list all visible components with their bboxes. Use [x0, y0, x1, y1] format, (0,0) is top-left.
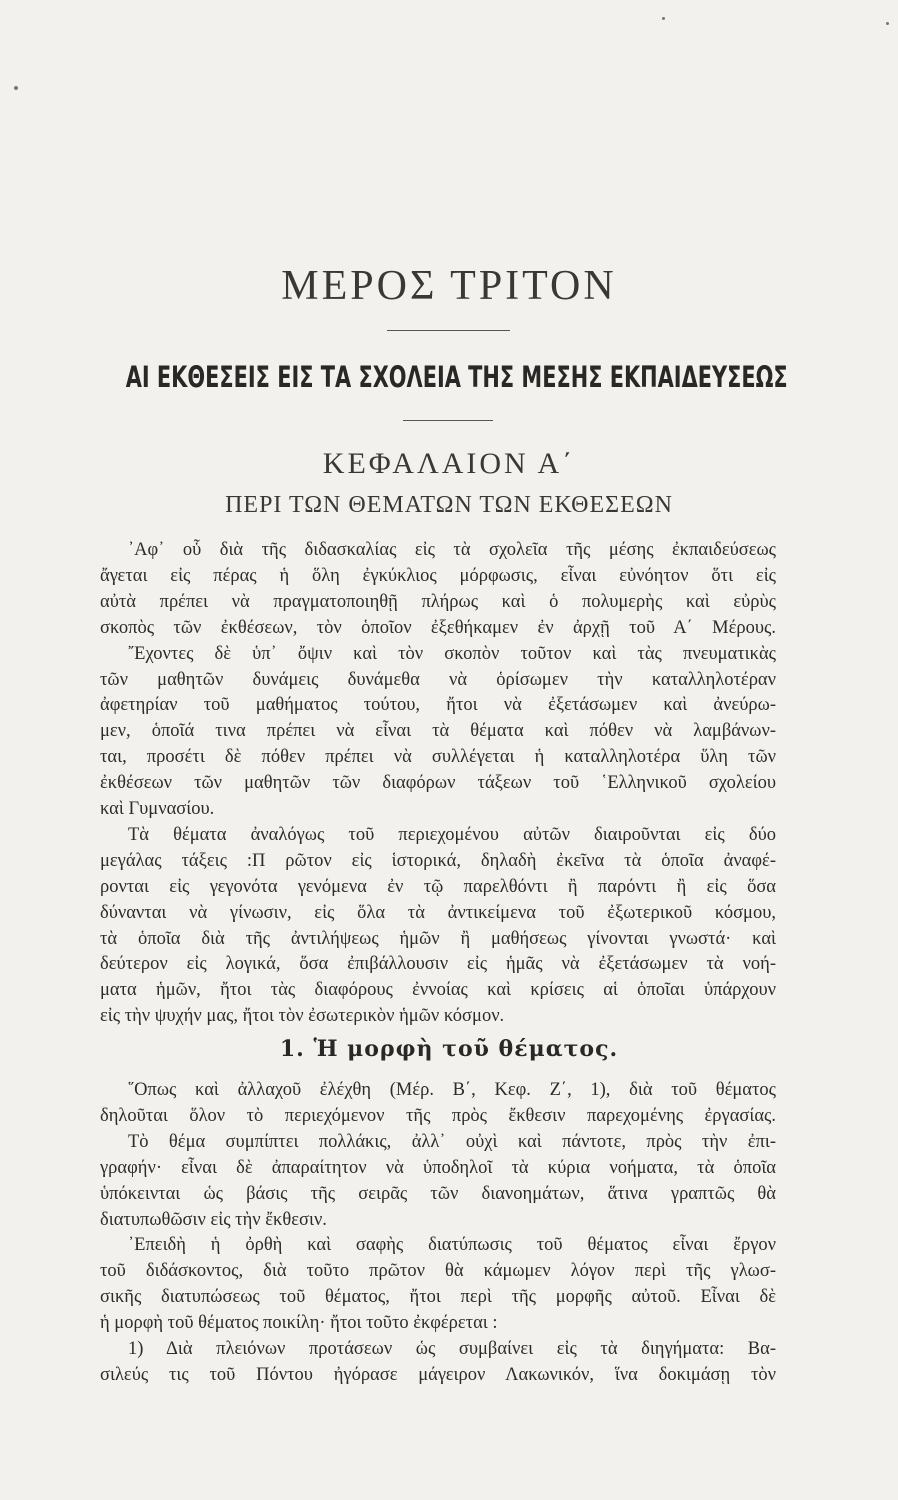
text-line: διατυπωθῶσιν εἰς τὴν ἔκθεσιν.: [100, 1209, 327, 1230]
text-line: εἰς τὴν ψυχήν μας, ἤτοι τὸν ἐσωτερικὸν ἡμῶν κόσμον.: [100, 1006, 505, 1027]
text-line: μεν, ὁποῖά τινα πρέπει νὰ εἶναι τὰ θέματα καὶ πόθεν νὰ λαμβάνων-: [100, 721, 776, 742]
text-line: ἀφετηρίαν τοῦ μαθήματος τούτου, ἤτοι νὰ ἐξετάσωμεν καὶ ἀνεύρω-: [100, 695, 776, 716]
text-line: ὑπόκεινται ὡς βάσις τῆς σειρᾶς τῶν διανοημάτων, ἅτινα γραπτῶς θὰ: [100, 1183, 776, 1204]
chapter-subtitle: ΠΕΡΙ ΤΩΝ ΘΕΜΑΤΩΝ ΤΩΝ ΕΚΘΕΣΕΩΝ: [225, 492, 673, 518]
divider-rule: [387, 330, 510, 331]
text-line: τοῦ διδάσκοντος, διὰ τοῦτο πρῶτον θὰ κάμωμεν λόγον περὶ τῆς γλωσ-: [100, 1261, 776, 1282]
divider-rule: [403, 420, 493, 421]
section-title: ΑΙ ΕΚΘΕΣΕΙΣ ΕΙΣ ΤΑ ΣΧΟΛΕΙΑ ΤΗΣ ΜΕΣΗΣ ΕΚΠΑΙΔΕΥΣΕΩΣ: [125, 360, 788, 394]
text-line: τῶν μαθητῶν δυνάμεις δυνάμεθα νὰ ὁρίσωμεν τὴν καταλληλοτέραν: [100, 669, 776, 690]
print-speck: [662, 17, 665, 20]
part-title: ΜΕΡΟΣ ΤΡΙΤΟΝ: [281, 263, 617, 309]
print-speck: [886, 22, 889, 25]
text-line: αὐτὰ πρέπει νὰ πραγματοποιηθῇ πλήρως καὶ ὁ πολυμερὴς καὶ εὐρὺς: [100, 591, 776, 612]
text-line: σιλεύς τις τοῦ Πόντου ἠγόρασε μάγειρον Λακωνικόν, ἵνα δοκιμάσῃ τὸν: [100, 1364, 776, 1385]
text-line: ἐκθέσεων τῶν μαθητῶν τῶν διαφόρων τάξεων τοῦ ῾Ελληνικοῦ σχολείου: [100, 773, 776, 794]
text-line: ᾿Αφ᾿ οὗ διὰ τῆς διδασκαλίας εἰς τὰ σχολεῖα τῆς μέσης ἐκπαιδεύσεως: [128, 540, 776, 560]
text-line: ματα ἡμῶν, ἤτοι τὰς διαφόρους ἐννοίας καὶ κρίσεις αἱ ὁποῖαι ὑπάρχουν: [100, 980, 776, 1001]
chapter-title: ΚΕΦΑΛΑΙΟΝ Α΄: [322, 447, 576, 480]
text-line: δηλοῦται ὅλον τὸ περιεχόμενον τῆς πρὸς ἔκθεσιν παρεχομένης ἐργασίας.: [100, 1105, 776, 1126]
text-line: ᾿Επειδὴ ἡ ὀρθὴ καὶ σαφὴς διατύπωσις τοῦ θέματος εἶναι ἔργον: [128, 1235, 776, 1256]
text-line: Τὰ θέματα ἀναλόγως τοῦ περιεχομένου αὐτῶν διαιροῦνται εἰς δύο: [128, 824, 776, 845]
text-line: σκοπὸς τῶν ἐκθέσεων, τὸν ὁποῖον ἐξεθήκαμεν ἐν ἀρχῇ τοῦ Α΄ Μέρους.: [100, 617, 776, 638]
text-line: ῞Οπως καὶ ἀλλαχοῦ ἐλέχθη (Μέρ. Β΄, Κεφ. Ζ΄, 1), διὰ τοῦ θέματος: [128, 1080, 776, 1100]
text-line: γραφήν· εἶναι δὲ ἀπαραίτητον νὰ ὑποδηλοῖ τὰ κύρια νοήματα, τὰ ὁποῖα: [100, 1157, 776, 1178]
subheading: 1. Ἡ μορφὴ τοῦ θέματος.: [279, 1036, 619, 1062]
text-line: ται, προσέτι δὲ πόθεν πρέπει νὰ συλλέγεται ἡ καταλληλοτέρα ὕλη τῶν: [100, 747, 776, 768]
text-line: σικῆς διατυπώσεως τοῦ θέματος, ἤτοι περὶ τῆς μορφῆς αὐτοῦ. Εἶναι δὲ: [100, 1287, 776, 1308]
text-line: καὶ Γυμνασίου.: [100, 799, 215, 819]
print-speck: [14, 86, 18, 90]
text-line: δεύτερον εἰς λογικά, ὅσα ἐπιβάλλουσιν εἰς ἡμᾶς νὰ ἐξετάσωμεν τὰ νοή-: [100, 954, 776, 975]
text-line: μεγάλας τάξεις :Π ρῶτον εἰς ἱστορικά, δηλαδὴ ἐκεῖνα τὰ ὁποῖα ἀναφέ-: [100, 850, 776, 871]
text-line: ρονται εἰς γεγονότα γενόμενα ἐν τῷ παρελθόντι ἢ παρόντι ἢ εἰς ὅσα: [100, 876, 776, 897]
text-line: ῎Εχοντες δὲ ὑπ᾿ ὄψιν καὶ τὸν σκοπὸν τοῦτον καὶ τὰς πνευματικὰς: [128, 643, 776, 664]
text-line: τὰ ὁποῖα διὰ τῆς ἀντιλήψεως ἡμῶν ἢ μαθήσεως γίνονται γνωστά· καὶ: [100, 928, 776, 949]
text-line: ἄγεται εἰς πέρας ἡ ὅλη ἐγκύκλιος μόρφωσις, εἶναι εὐνόητον ὅτι εἰς: [100, 565, 776, 586]
text-line: Τὸ θέμα συμπίπτει πολλάκις, ἀλλ᾿ οὐχὶ καὶ πάντοτε, πρὸς τὴν ἐπι-: [128, 1131, 776, 1152]
text-line: 1) Διὰ πλειόνων προτάσεων ὡς συμβαίνει εἰς τὰ διηγήματα: Βα-: [128, 1339, 776, 1359]
text-line: ἡ μορφὴ τοῦ θέματος ποικίλη· ἤτοι τοῦτο ἐκφέρεται :: [100, 1313, 498, 1334]
text-line: δύνανται νὰ γίνωσιν, εἰς ὅλα τὰ ἀντικείμενα τοῦ ἐξωτερικοῦ κόσμου,: [100, 902, 776, 923]
